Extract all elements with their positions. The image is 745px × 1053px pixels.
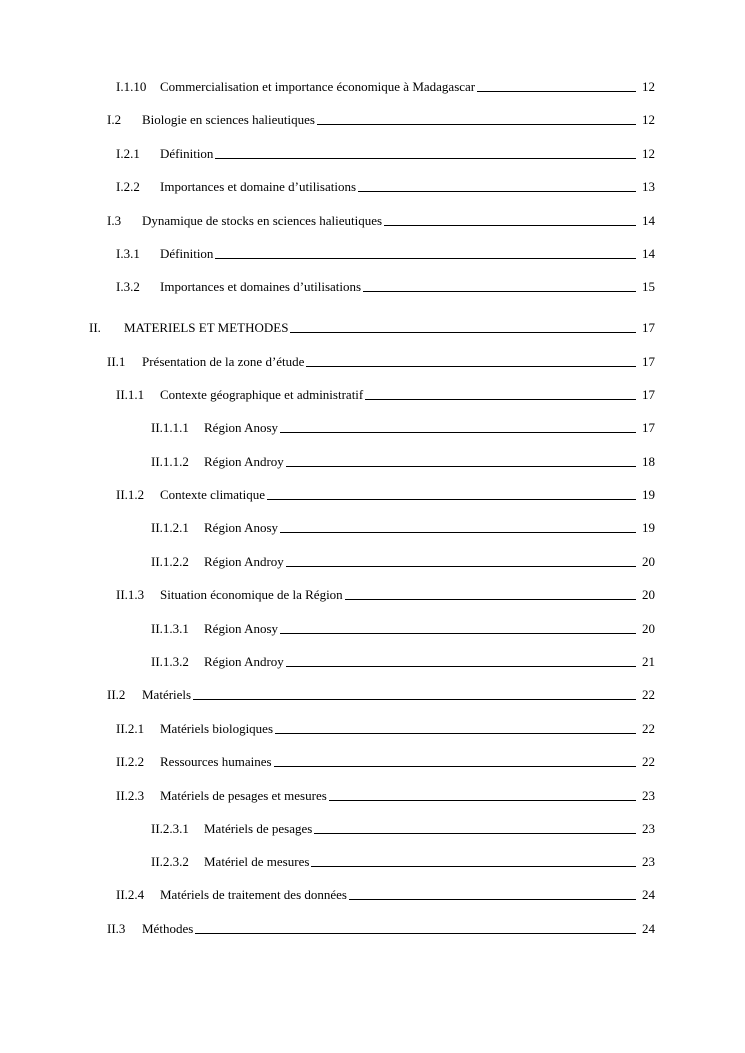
toc-entry[interactable] — [116, 485, 655, 503]
toc-entry-number: II.1.2.1 — [151, 520, 189, 535]
toc-entry[interactable] — [116, 786, 655, 804]
toc-entry-number: I.2.2 — [116, 179, 140, 194]
toc-entry-number: I.2.1 — [116, 146, 140, 161]
dot-leader — [267, 499, 636, 500]
toc-entry-title: Définition — [160, 146, 214, 161]
toc-entry-title: Présentation de la zone d’étude — [142, 354, 305, 369]
dot-leader — [365, 399, 636, 400]
toc-entry-number: II.2.2 — [116, 754, 145, 769]
toc-entry-title: Définition — [160, 246, 214, 261]
toc-entry[interactable] — [107, 352, 655, 370]
dot-leader — [286, 666, 636, 667]
toc-entry-page: 14 — [642, 246, 655, 261]
toc-entry-page: 23 — [642, 854, 655, 869]
toc-entry-page: 22 — [642, 754, 655, 769]
toc-entry-page: 22 — [642, 721, 655, 736]
toc-entry-page: 23 — [642, 788, 655, 803]
toc-entry-page: 17 — [642, 320, 655, 335]
toc-entry[interactable] — [116, 177, 655, 195]
toc-entry-title: Région Anosy — [204, 621, 279, 636]
toc-entry-page: 19 — [642, 487, 655, 502]
toc-entry-title: MATERIELS ET METHODES — [124, 320, 289, 335]
toc-entry[interactable] — [116, 585, 655, 603]
toc-entry-page: 20 — [642, 587, 655, 602]
toc-entry-title: Matériels — [142, 687, 192, 702]
toc-entry-number: II.2.4 — [116, 887, 145, 902]
toc-entry[interactable] — [116, 885, 655, 903]
dot-leader — [275, 733, 636, 734]
toc-entry-page: 17 — [642, 387, 655, 402]
dot-leader — [290, 332, 636, 333]
toc-entry-number: II.2.1 — [116, 721, 145, 736]
toc-entry[interactable] — [116, 144, 655, 162]
toc-entry-title: Méthodes — [142, 921, 194, 936]
toc-entry-title: Dynamique de stocks en sciences halieutiques — [142, 213, 383, 228]
dot-leader — [280, 432, 636, 433]
toc-entry-page: 12 — [642, 112, 655, 127]
toc-entry-page: 22 — [642, 687, 655, 702]
toc-entry[interactable] — [116, 277, 655, 295]
dot-leader — [280, 633, 636, 634]
toc-entry[interactable] — [116, 719, 655, 737]
dot-leader — [274, 766, 636, 767]
toc-entry[interactable] — [107, 919, 655, 937]
toc-entry-title: Région Androy — [204, 554, 284, 569]
toc-entry-title: Commercialisation et importance économique à Madagascar — [160, 79, 476, 94]
toc-entry-number: II.1 — [107, 354, 126, 369]
toc-entry[interactable] — [107, 110, 655, 128]
dot-leader — [193, 699, 636, 700]
dot-leader — [311, 866, 636, 867]
toc-entry[interactable] — [151, 518, 655, 536]
toc-entry-number: II.1.2.2 — [151, 554, 189, 569]
toc-entry-number: II.1.3 — [116, 587, 145, 602]
toc-entry-page: 21 — [642, 654, 655, 669]
toc-entry-title: Ressources humaines — [160, 754, 272, 769]
dot-leader — [286, 466, 636, 467]
toc-entry-number: II.1.3.1 — [151, 621, 189, 636]
dot-leader — [317, 124, 636, 125]
toc-entry-title: Importances et domaines d’utilisations — [160, 279, 362, 294]
toc-entry[interactable] — [151, 619, 655, 637]
dot-leader — [349, 899, 636, 900]
toc-entry[interactable] — [116, 77, 655, 95]
toc-entry-page: 17 — [642, 420, 655, 435]
toc-entry[interactable] — [116, 244, 655, 262]
toc-entry[interactable] — [116, 752, 655, 770]
toc-entry-page: 13 — [642, 179, 655, 194]
toc-entry-page: 24 — [642, 921, 655, 936]
toc-entry-page: 14 — [642, 213, 655, 228]
dot-leader — [384, 225, 636, 226]
toc-entry-number: II.3 — [107, 921, 126, 936]
dot-leader — [314, 833, 636, 834]
toc-entry-number: II.2.3.2 — [151, 854, 189, 869]
toc-entry-title: Contexte climatique — [160, 487, 266, 502]
toc-entry-title: Matériels de pesages — [204, 821, 313, 836]
toc-entry-number: II.2 — [107, 687, 126, 702]
toc-entry-number: I.1.10 — [116, 79, 147, 94]
dot-leader — [286, 566, 636, 567]
toc-entry-page: 18 — [642, 454, 655, 469]
toc-entry-number: I.2 — [107, 112, 122, 127]
toc-entry[interactable] — [151, 452, 655, 470]
dot-leader — [280, 532, 636, 533]
toc-entry-page: 15 — [642, 279, 655, 294]
dot-leader — [477, 91, 636, 92]
toc-entry-title: Matériels de traitement des données — [160, 887, 347, 902]
toc-entry[interactable] — [151, 418, 655, 436]
dot-leader — [215, 258, 636, 259]
dot-leader — [329, 800, 636, 801]
dot-leader — [195, 933, 636, 934]
toc-entry[interactable] — [89, 318, 655, 336]
toc-entry-title: Région Anosy — [204, 520, 279, 535]
dot-leader — [358, 191, 636, 192]
toc-entry[interactable] — [151, 819, 655, 837]
toc-entry[interactable] — [107, 685, 655, 703]
toc-entry-number: II. — [89, 320, 101, 335]
dot-leader — [345, 599, 636, 600]
toc-entry-number: I.3.1 — [116, 246, 140, 261]
toc-entry[interactable] — [107, 211, 655, 229]
toc-entry-page: 23 — [642, 821, 655, 836]
toc-entry-number: II.1.1 — [116, 387, 145, 402]
toc-entry-title: Région Androy — [204, 654, 284, 669]
toc-entry-page: 12 — [642, 146, 655, 161]
toc-entry-number: I.3.2 — [116, 279, 140, 294]
toc-entry-page: 17 — [642, 354, 655, 369]
toc-entry[interactable] — [116, 385, 655, 403]
toc-entry-number: I.3 — [107, 213, 122, 228]
toc-entry-number: II.1.1.1 — [151, 420, 189, 435]
toc-entry-page: 19 — [642, 520, 655, 535]
dot-leader — [306, 366, 636, 367]
toc-entry-number: II.1.2 — [116, 487, 145, 502]
toc-entry-title: Situation économique de la Région — [160, 587, 343, 602]
dot-leader — [363, 291, 636, 292]
toc-entry-page: 24 — [642, 887, 655, 902]
toc-entry-page: 20 — [642, 621, 655, 636]
toc-entry-page: 12 — [642, 79, 655, 94]
toc-entry-title: Contexte géographique et administratif — [160, 387, 364, 402]
toc-entry-title: Matériel de mesures — [204, 854, 310, 869]
toc-entry[interactable] — [151, 852, 655, 870]
toc-entry-title: Matériels biologiques — [160, 721, 274, 736]
toc-entry-number: II.1.1.2 — [151, 454, 189, 469]
toc-entry-title: Biologie en sciences halieutiques — [142, 112, 315, 127]
dot-leader — [215, 158, 636, 159]
toc-entry[interactable] — [151, 652, 655, 670]
toc-entry-number: II.1.3.2 — [151, 654, 189, 669]
toc-entry-title: Importances et domaine d’utilisations — [160, 179, 357, 194]
toc-entry-number: II.2.3.1 — [151, 821, 189, 836]
toc-entry[interactable] — [151, 552, 655, 570]
toc-entry-title: Région Androy — [204, 454, 284, 469]
toc-entry-number: II.2.3 — [116, 788, 145, 803]
toc-entry-page: 20 — [642, 554, 655, 569]
toc-entry-title: Région Anosy — [204, 420, 279, 435]
toc-entry-title: Matériels de pesages et mesures — [160, 788, 327, 803]
